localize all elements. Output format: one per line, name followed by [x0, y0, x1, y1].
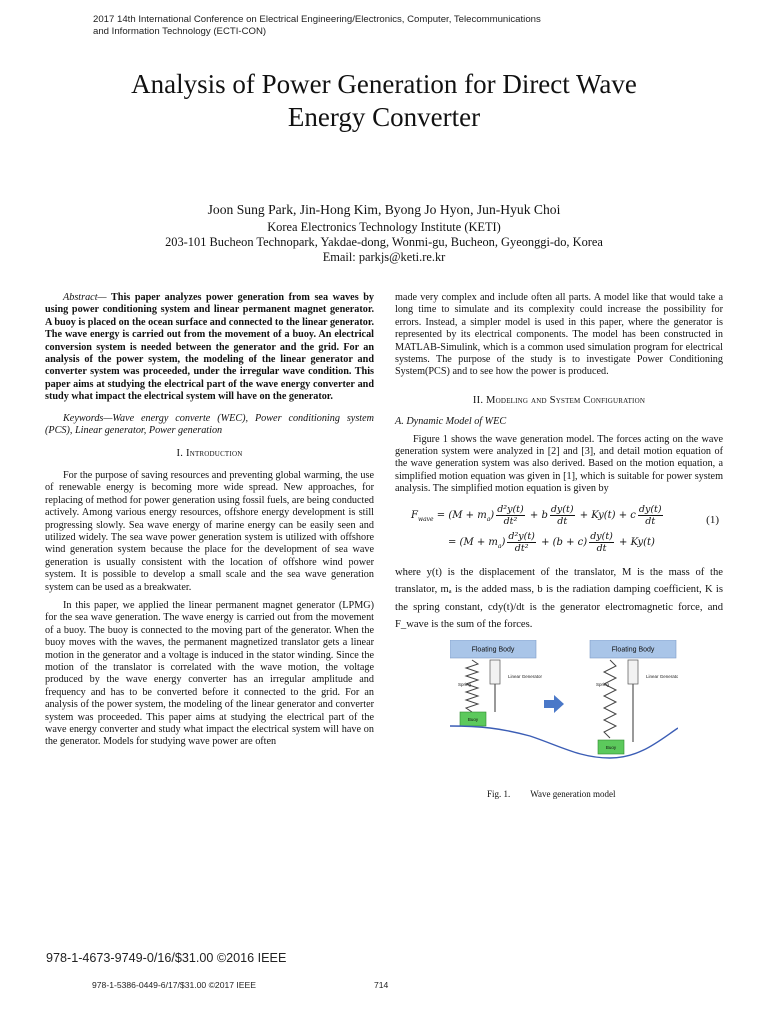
intro-paragraph-1: For the purpose of saving resources and preventing global warming, the use of renewable energy is becoming more wide spread. New approaches, for replacing of method for power generation using fossil fuels, are being conducted actively. Among various energy resources, offshore energy development is still progressing slowly. Sea wave energy of marine energy can be easily seen and utilized widely. The sea wave power generation system is utilized with offshore wind generation system because the place for the development of sea wave generation is usually consistent with the location of offshore wind power system. It is possible to develop a small scale and the sea wave generation system can be used as a breakwater. — [45, 469, 374, 593]
generator-label-right: Linear Generator — [646, 674, 678, 680]
isbn-2016: 978-1-4673-9749-0/16/$31.00 ©2016 IEEE — [46, 951, 287, 965]
generator-left — [490, 660, 500, 684]
abstract — [45, 292, 374, 404]
section-heading-modeling: II. Modeling and System Configuration — [472, 394, 646, 406]
conference-line-2: and Information Technology (ECTI-CON) — [93, 26, 267, 37]
equation-row-2: = $(M + m_a)$ $\frac{\text{d²y(t)}}{\text{dt²}}$ + (b + c) $\frac{dy(t)}{dt}$ + Ky(t) — [448, 530, 655, 554]
title-line-1: Analysis of Power Generation for Direct Wave — [131, 69, 637, 99]
fraction-dy-2: $\frac{dy(t)}{dt}$ — [638, 503, 662, 527]
isbn-2017: 978-1-5386-0449-6/17/$31.00 ©2017 IEEE — [92, 980, 257, 990]
equation-row-1: $F_{wave} = (M + m_a)$ $\frac{\text{d²y(t)}}{\text{dt²}}$ + b $\frac{dy(t)}{dt}$ + Ky(t) + c $\frac{dy(t)}{dt}$ — [411, 503, 662, 527]
subsection-heading-dynamic-model: A. Dynamic Model of WEC — [395, 416, 507, 428]
generator-label-left: Linear Generator — [508, 674, 543, 680]
author-names: Joon Sung Park, Jin-Hong Kim, Byong Jo Hyon, Jun-Hyuk Choi — [207, 202, 561, 217]
fraction-dy: $\frac{dy(t)}{dt}$ — [550, 503, 574, 527]
title-line-2: Energy Converter — [287, 102, 481, 132]
fraction-d2y-2: $\frac{\text{d²y(t)}}{\text{dt²}}$ — [508, 530, 535, 554]
conference-line-1: 2017 14th International Conference on Electrical Engineering/Electronics, Computer, Telecommunications — [93, 14, 541, 25]
generator-right — [628, 660, 638, 684]
wave-generation-figure — [450, 640, 678, 772]
author-block — [60, 202, 708, 265]
author-email: Email: parkjs@keti.re.kr — [322, 250, 446, 264]
equation-variable-definitions: where y(t) is the displacement of the translator, M is the mass of the translator, mₐ is the added mass, b is the radiation damping coefficient, K is the spring constant, cdy(t)/dt is the generator electromagnetic force, and F_wave is the sum of the forces. — [395, 566, 723, 631]
abstract-lead: Abstract— — [63, 292, 107, 303]
figure-caption-text: Wave generation model — [530, 789, 616, 800]
right-column — [395, 292, 723, 801]
buoy-label-right: Buoy — [605, 745, 617, 751]
floating-body-label-left: Floating Body — [471, 646, 515, 654]
fraction-d2y: $\frac{\text{d²y(t)}}{\text{dt²}}$ — [497, 503, 524, 527]
continued-paragraph: made very complex and include often all parts. A model like that would take a long time to simulate and its complexity could increase the possibility for errors. Instead, a simpler model is used in this paper, where the generator is represented by its electrical components. The model has been constructed in MATLAB-Simulink, which is a common used simulation program for electrical systems. The purpose of the study is to investigate Power Conditioning System(PCS) and to see how the power is produced. — [395, 292, 723, 378]
spring-right — [604, 660, 616, 738]
conference-header — [93, 14, 733, 38]
equation-number: (1) — [706, 513, 719, 526]
author-address: 203-101 Bucheon Technopark, Yakdae-dong, Wonmi-gu, Bucheon, Gyeonggi-do, Korea — [165, 235, 603, 249]
ocean-wave-line — [450, 726, 678, 758]
paper-title — [60, 68, 708, 134]
intro-paragraph-2: In this paper, we applied the linear permanent magnet generator (LPMG) for the sea wave generation. The wave energy is carried out from the movement of a buoy. The buoy is connected to the moving part of the generator. When the buoy moves with the waves, the permanent magnetized translator gets a linear motion in the generator and a voltage is induced in the stator winding. Since the motion of the translator is correlated with the wave motion, the voltage produced by the wave energy converter has an irregular amplitude and frequency and has to be converted before it connected to the grid. For an analysis of the power system, the modeling of the linear generator and converter system was proceeded. This paper aims at studying the electrical part of the wave energy converter and study what impact the electrical system will have on the generator. Models for studying wave power are often — [45, 599, 374, 748]
figure-caption — [487, 788, 723, 800]
author-institute: Korea Electronics Technology Institute (KETI) — [267, 220, 501, 234]
transition-arrow-icon — [544, 695, 564, 713]
dynamic-model-paragraph: Figure 1 shows the wave generation model. The forces acting on the wave generation system were analyzed in [2] and [3], and detail motion equation of the wave generation system was also derived. Based on the motion equation, a simplified motion equation was given in [1], which is suitable for power system analysis. The simplified motion equation is given by — [395, 433, 723, 495]
keywords: Keywords—Wave energy converte (WEC), Power conditioning system (PCS), Linear generator, Power generation — [45, 412, 374, 437]
page-number: 714 — [374, 980, 389, 990]
motion-equation — [395, 504, 723, 558]
figure-caption-label: Fig. 1. — [487, 789, 511, 800]
left-column — [45, 292, 374, 749]
fraction-dy-3: $\frac{dy(t)}{dt}$ — [590, 530, 613, 554]
buoy-label-left: Buoy — [467, 717, 479, 723]
floating-body-label-right: Floating Body — [611, 646, 655, 654]
abstract-body: This paper analyzes power generation from sea waves by using power conditioning system and linear permanent magnet generator. A buoy is placed on the ocean surface and connected to the linear generator. The wave energy is carried out from the movement of a buoy. An electrical conversion system is needed between the generator and the grid. For an analysis of the power system, the modeling of the linear generator and converter system was proceeded, under the irregular wave condition. This paper aims at studying the electrical part of the wave energy converter and study what impact the electrical system will have on the generator. — [45, 292, 374, 403]
spring-label-left: Spring — [458, 682, 472, 688]
section-heading-introduction: I. Introduction — [176, 448, 243, 460]
spring-label-right: Spring — [596, 682, 610, 688]
